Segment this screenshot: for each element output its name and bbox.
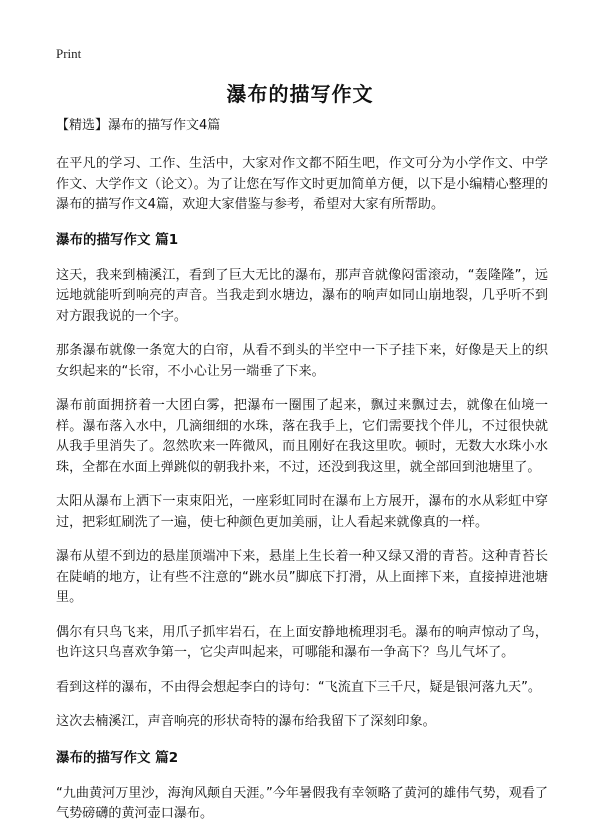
section-1-paragraph-1: 这天，我来到楠溪江，看到了巨大无比的瀑布，那声音就像闷雷滚动，“轰隆隆”，远远地就能听到响亮的声音。当我走到水塘边，瀑布的响声如同山崩地裂，几乎听不到对方跟我说的一个字。 (56, 267, 548, 324)
section-1-paragraph-5: 瀑布从望不到边的悬崖顶端冲下来，悬崖上生长着一种又绿又滑的青苔。这种青苔长在陡峭的地方，让有些不注意的“跳水员”脚底下打滑，从上面摔下来，直接掉进池塘里。 (56, 549, 548, 605)
section-1-paragraph-3: 瀑布前面拥挤着一大团白雾，把瀑布一圈围了起来，飘过来飘过去，就像在仙境一样。瀑布落入水中，几滴细细的水珠，落在我手上，它们需要找个伴儿，不过很快就从我手里消失了。忽然吹来一阵微风，而且刚好在我这里吹。顿时，无数大水珠小水珠，全都在水面上弹跳似的朝我扑来，不过，还没到我这里，就全部回到池塘里了。 (56, 398, 548, 475)
page-title: 瀑布的描写作文 (226, 82, 374, 106)
intro-paragraph: 在平凡的学习、工作、生活中，大家对作文都不陌生吧，作文可分为小学作文、中学作文、大学作文（论文）。为了让您在写作文时更加简单方便，以下是小编精心整理的瀑布的描写作文4篇，欢迎大家借鉴与参考，希望对大家有所帮助。 (56, 156, 548, 212)
section-1-paragraph-7: 看到这样的瀑布，不由得会想起李白的诗句：“飞流直下三千尺，疑是银河落九天”。 (56, 679, 541, 695)
section-heading-2: 瀑布的描写作文 篇2 (56, 749, 179, 766)
section-1-paragraph-2: 那条瀑布就像一条宽大的白帘，从看不到头的半空中一下子挂下来，好像是天上的织女织起来的“长帘，不小心让另一端垂了下来。 (56, 343, 548, 379)
section-heading-1: 瀑布的描写作文 篇1 (56, 231, 179, 248)
section-2-paragraph-1: “九曲黄河万里沙，海洵风颠自天涯。”今年暑假我有幸领略了黄河的雄伟气势，观看了气势磅礴的黄河壶口瀑布。 (56, 785, 548, 821)
section-1-paragraph-6: 偶尔有只鸟飞来，用爪子抓牢岩石，在上面安静地梳理羽毛。瀑布的响声惊动了鸟，也许这只鸟喜欢争第一，它尖声叫起来，可哪能和瀑布一争高下？鸟儿气坏了。 (56, 624, 548, 660)
section-1-paragraph-8: 这次去楠溪江，声音响亮的形状奇特的瀑布给我留下了深刻印象。 (56, 714, 436, 729)
article-body (56, 116, 548, 828)
print-link[interactable]: Print (56, 46, 82, 61)
section-1-paragraph-4: 太阳从瀑布上洒下一束束阳光，一座彩虹同时在瀑布上方展开，瀑布的水从彩虹中穿过，把彩虹刷洗了一遍，使七种颜色更加美丽，让人看起来就像真的一样。 (56, 494, 548, 530)
article-lead: 【精选】瀑布的描写作文4篇 (56, 118, 221, 133)
